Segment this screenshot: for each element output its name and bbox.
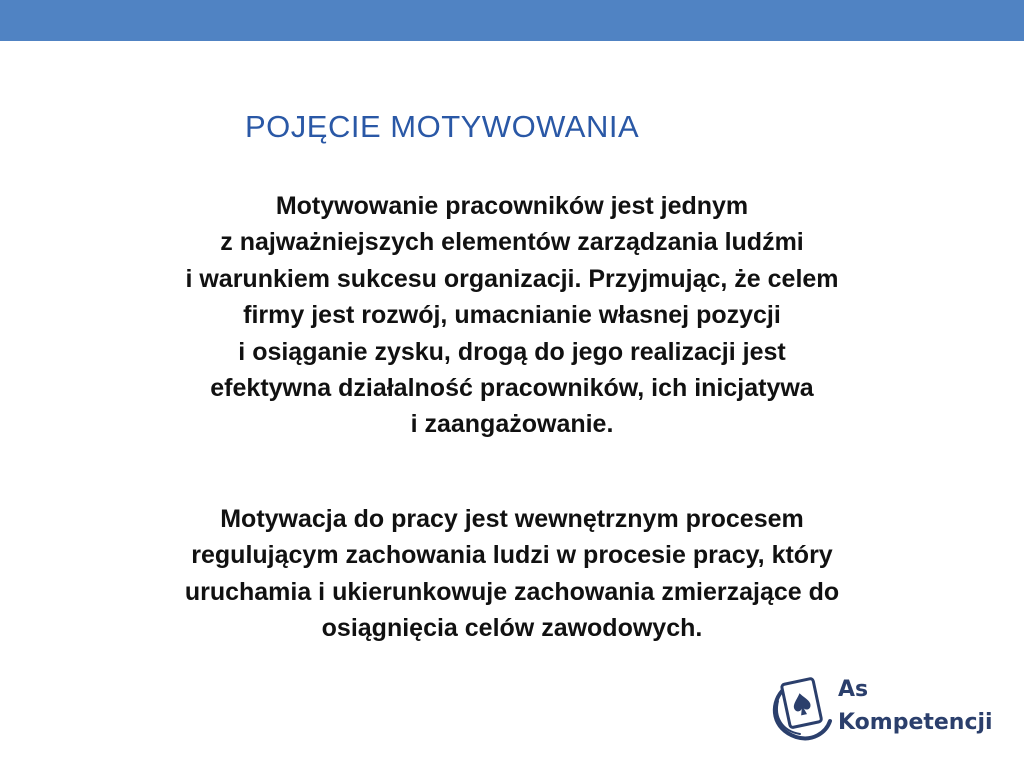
logo-line-2: Kompetencji — [838, 710, 993, 735]
top-accent-bar — [0, 0, 1024, 41]
slide-title: POJĘCIE MOTYWOWANIA — [245, 109, 640, 144]
logo-line-1: As — [838, 677, 869, 702]
paragraph-motivation-definition: Motywacja do pracy jest wewnętrznym procesem regulującym zachowania ludzi w procesie pracy, który uruchamia i ukierunkowuje zachowania zmierzające do osiągnięcia celów zawodowych. — [184, 505, 840, 643]
logo-wordmark — [838, 673, 993, 739]
paragraph-motivating-definition: Motywowanie pracowników jest jednym z najważniejszych elementów zarządzania ludźmi i warunkiem sukcesu organizacji. Przyjmując, że celem firmy jest rozwój, umacnianie własnej pozycji i osiąganie zysku, drogą do jego realizacji jest efektywna działalność pracowników, ich inicjatywa i zaangażowanie. — [185, 192, 839, 439]
as-kompetencji-logo — [768, 671, 998, 743]
playing-card-spade-icon — [768, 671, 834, 743]
